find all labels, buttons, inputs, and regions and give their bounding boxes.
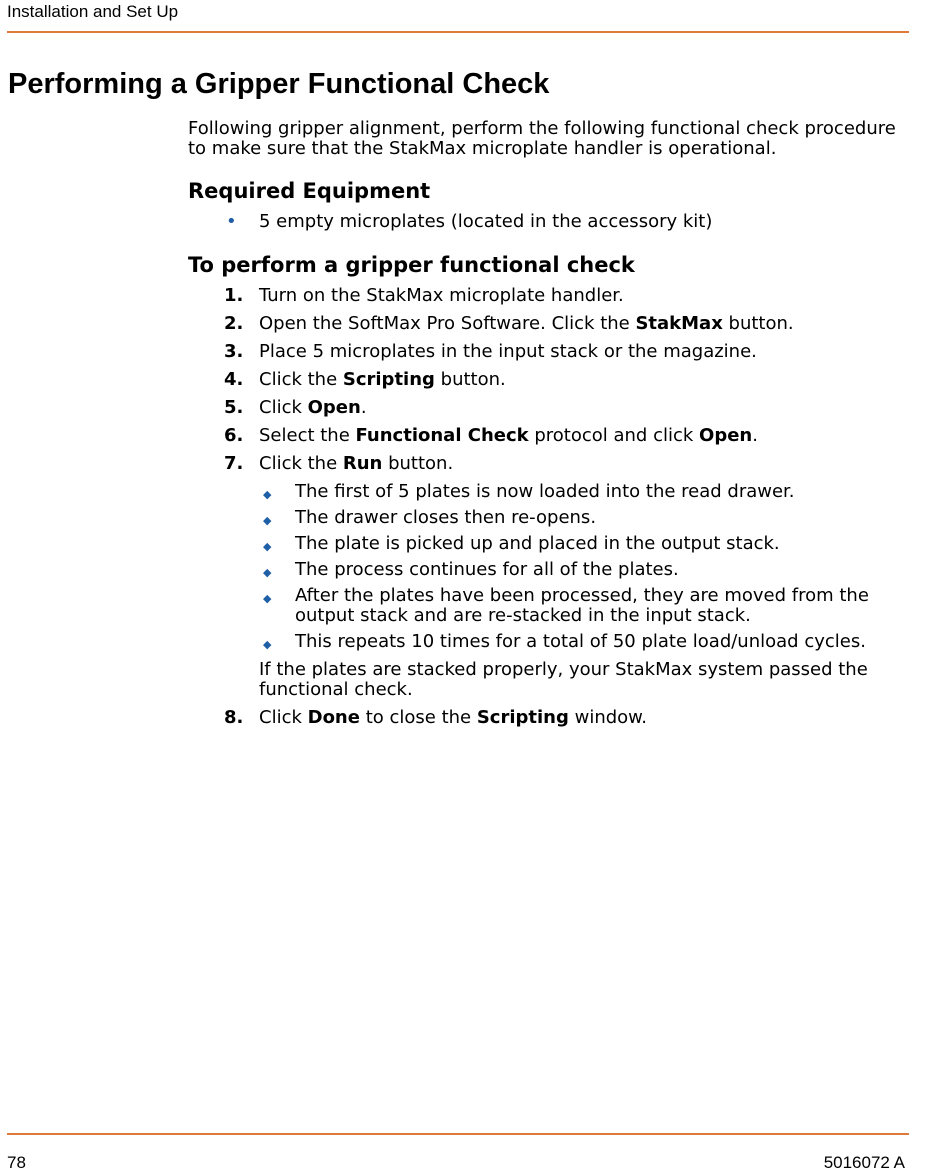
step-number: 7.	[224, 453, 244, 474]
step-text: button.	[382, 453, 454, 474]
step-6	[188, 426, 908, 446]
procedure-heading: To perform a gripper functional check	[188, 253, 635, 277]
required-equipment-heading: Required Equipment	[188, 179, 431, 203]
step-text: window.	[568, 707, 647, 728]
step-number: 5.	[224, 397, 244, 418]
step-number: 6.	[224, 425, 244, 446]
step-text: Click the	[259, 453, 343, 474]
diamond-bullet-icon: ◆	[263, 488, 272, 501]
step-text: Click the	[259, 369, 343, 390]
substep-text: The first of 5 plates is now loaded into the read drawer.	[295, 481, 795, 502]
substep-text: The drawer closes then re-opens.	[295, 507, 597, 528]
procedure-steps	[188, 286, 908, 474]
diamond-bullet-icon: ◆	[263, 514, 272, 527]
step-5	[188, 398, 908, 418]
step-emphasis: Open	[699, 425, 753, 446]
header-rule	[7, 31, 909, 33]
step-emphasis: Scripting	[476, 707, 569, 728]
step-text: Open the SoftMax Pro Software. Click the	[259, 313, 636, 334]
step-text: .	[752, 425, 758, 446]
bullet-icon: •	[226, 211, 237, 232]
step-1	[188, 286, 908, 306]
footer-rule	[7, 1133, 909, 1135]
equipment-item-text: 5 empty microplates (located in the accessory kit)	[259, 211, 713, 232]
substep-item	[188, 508, 908, 528]
main-content	[188, 119, 908, 736]
step-4	[188, 370, 908, 390]
page-number: 78	[7, 1153, 26, 1172]
step-number: 8.	[224, 707, 244, 728]
step-number: 2.	[224, 313, 244, 334]
substeps	[188, 482, 908, 652]
step-emphasis: Run	[342, 453, 383, 474]
diamond-bullet-icon: ◆	[263, 566, 272, 579]
diamond-bullet-icon: ◆	[263, 638, 272, 651]
step-emphasis: Open	[307, 397, 361, 418]
step-text: Click	[259, 707, 308, 728]
step-emphasis: StakMax	[635, 313, 723, 334]
step-text: to close the	[359, 707, 477, 728]
result-note: If the plates are stacked properly, your StakMax system passed the functional check.	[259, 659, 868, 700]
step-text: Turn on the StakMax microplate handler.	[259, 285, 624, 306]
equipment-item	[188, 212, 908, 232]
diamond-bullet-icon: ◆	[263, 592, 272, 605]
substep-item	[188, 560, 908, 580]
step-text: button.	[434, 369, 506, 390]
step-8	[188, 708, 908, 728]
document-id: 5016072 A	[823, 1153, 905, 1172]
step-number: 3.	[224, 341, 244, 362]
step-text: Select the	[259, 425, 356, 446]
step-number: 1.	[224, 285, 244, 306]
step-emphasis: Functional Check	[355, 425, 529, 446]
step-text: .	[360, 397, 367, 418]
step-emphasis: Done	[307, 707, 360, 728]
step-number: 4.	[224, 369, 244, 390]
substep-item	[188, 632, 908, 652]
step-text: Place 5 microplates in the input stack or the magazine.	[259, 341, 757, 362]
substep-item	[188, 482, 908, 502]
step-3	[188, 342, 908, 362]
step-text: protocol and click	[528, 425, 700, 446]
intro-paragraph: Following gripper alignment, perform the following functional check procedure to make sure that the StakMax microplate handler is operational.	[188, 118, 896, 159]
step-text: button.	[722, 313, 794, 334]
step-7	[188, 454, 908, 474]
running-header: Installation and Set Up	[7, 2, 179, 21]
diamond-bullet-icon: ◆	[263, 540, 272, 553]
page-title: Performing a Gripper Functional Check	[8, 68, 550, 100]
substep-text: The process continues for all of the plates.	[295, 559, 679, 580]
substep-item	[188, 534, 908, 554]
substep-text: The plate is picked up and placed in the output stack.	[295, 533, 780, 554]
step-text: Click	[259, 397, 308, 418]
step-emphasis: Scripting	[342, 369, 435, 390]
substep-item	[188, 586, 908, 626]
substep-text: This repeats 10 times for a total of 50 plate load/unload cycles.	[295, 631, 866, 652]
step-2	[188, 314, 908, 334]
substep-text: After the plates have been processed, they are moved from the output stack and are re-stacked in the input stack.	[295, 585, 869, 626]
